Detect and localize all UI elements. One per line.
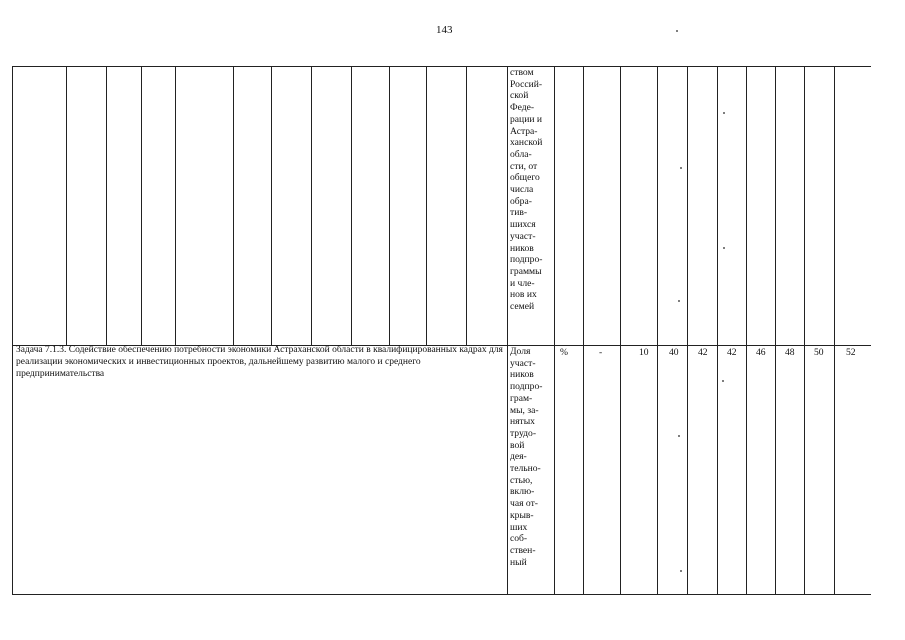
column-line [141,67,142,345]
column-line [554,67,555,594]
column-line [389,67,390,345]
column-line [775,67,776,594]
column-line [466,67,467,345]
column-line [804,67,805,594]
unit-cell: % [560,347,568,358]
value-cell: 52 [846,347,856,358]
task-description: Задача 7.1.3. Содействие обеспечению потребности экономики Астраханской области в квалифицированных кадрах для реализации экономических и инвестиционных проектов, дальнейшему развитию малого и среднего предпринимательства [16,345,503,379]
value-cell: 50 [814,347,824,358]
column-line [426,67,427,345]
column-line [233,67,234,345]
value-cell: 42 [698,347,708,358]
column-line [271,67,272,345]
column-line [620,67,621,594]
value-cell: 40 [669,347,679,358]
column-line [175,67,176,345]
column-line [507,67,508,594]
value-cell: 48 [785,347,795,358]
column-line [746,67,747,594]
column-line [657,67,658,594]
column-line [583,67,584,594]
value-cell: 46 [756,347,766,358]
column-line [687,67,688,594]
scan-speck [676,30,678,32]
indicator-text-upper: ством Россий- ской Феде- рации и Астра- ханской обла- сти, от общего числа обра- тив- шихся участ- ников подпро- граммы и чле- нов их семей [510,67,543,313]
column-line [351,67,352,345]
column-line [311,67,312,345]
column-line [717,67,718,594]
value-cell: 10 [639,347,649,358]
column-line [66,67,67,345]
indicator-text-lower: Доля участ- ников подпро- грам- мы, за- нятых трудо- вой дея- тельно- стью, вклю- чая от- крыв- ших соб- ствен- ный [510,346,543,568]
column-line [834,67,835,594]
value-cell: 42 [727,347,737,358]
data-table [12,66,871,595]
column-line [106,67,107,345]
value-cell: - [599,347,603,358]
page-number: 143 [436,24,453,36]
